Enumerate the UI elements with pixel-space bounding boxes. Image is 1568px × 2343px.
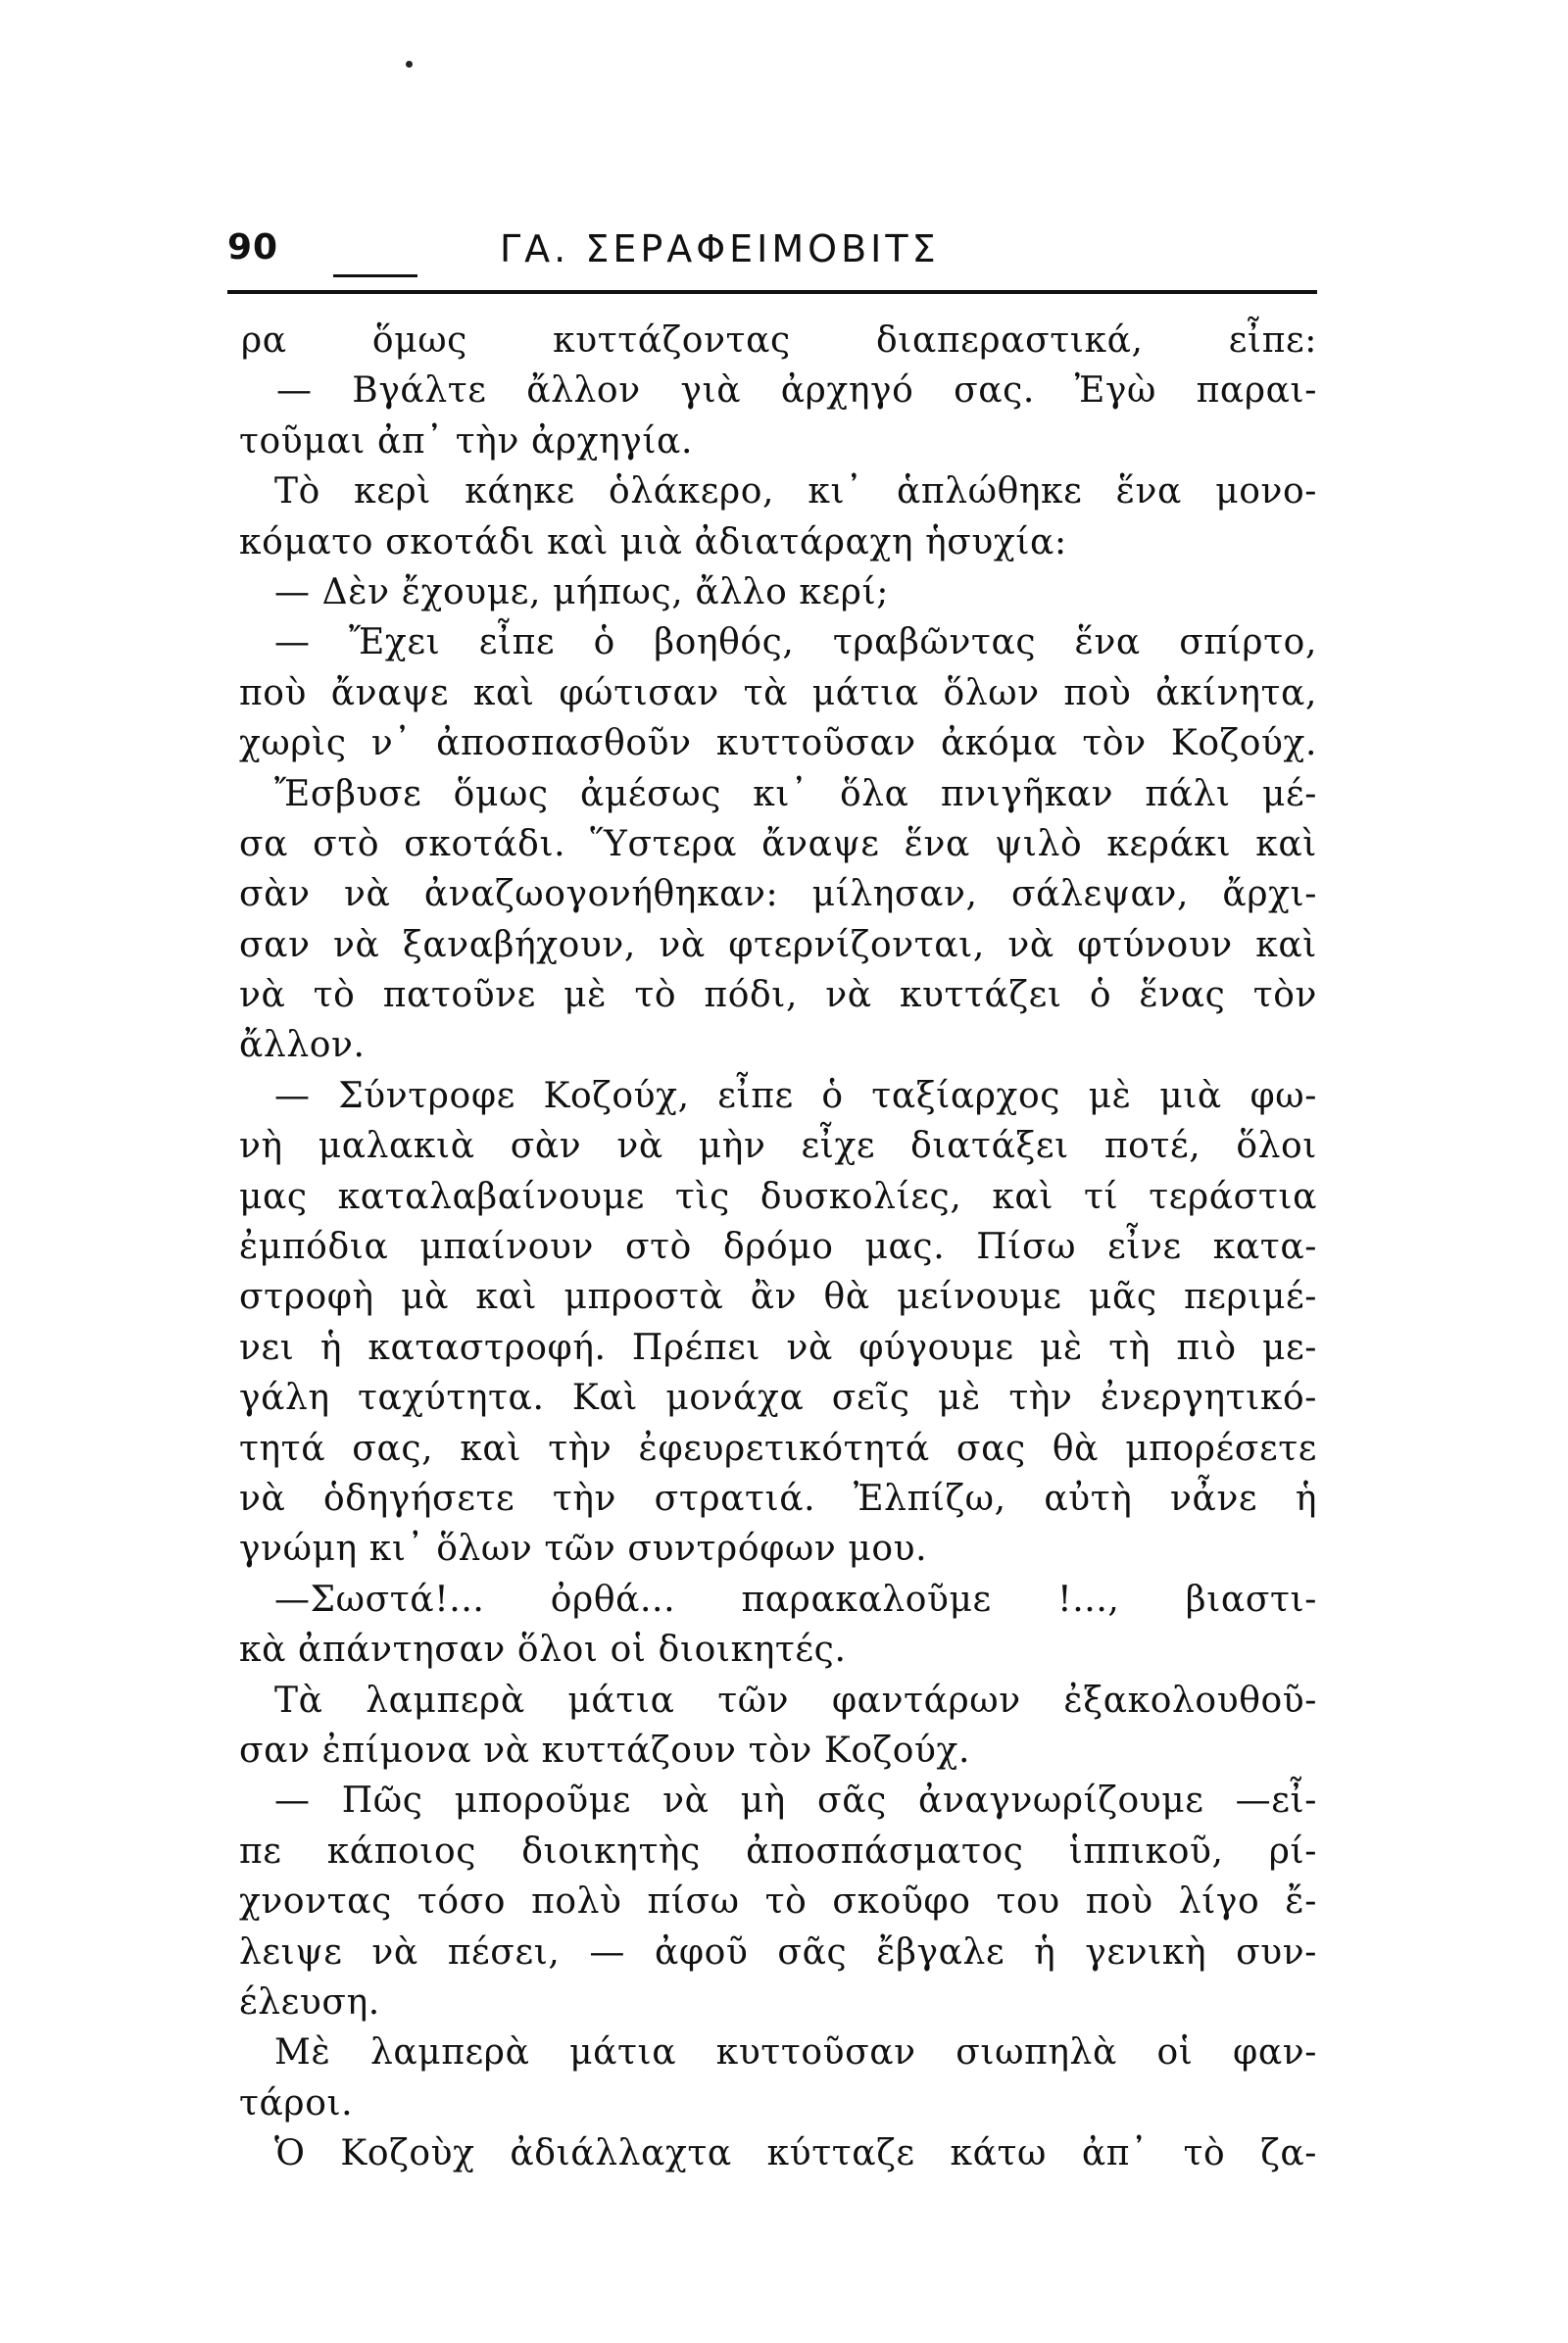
text-line: νει ἡ καταστροφή. Πρέπει νὰ φύγουμε μὲ τὴ πιὸ με- [239,1327,1317,1368]
text-line: σαν ἐπίμονα νὰ κυττάζουν τὸν Κοζούχ. [239,1730,970,1771]
text-line: κόματο σκοτάδι καὶ μιὰ ἀδιατάραχη ἡσυχία: [239,521,1067,562]
text-line: στροφὴ μὰ καὶ μπροστὰ ἂν θὰ μείνουμε μᾶς περιμέ- [239,1277,1317,1318]
text-line: γνώμη κι᾽ ὅλων τῶν συντρόφων μου. [239,1529,928,1570]
text-line: — Βγάλτε ἄλλον γιὰ ἀρχηγό σας. Ἐγὼ παραι- [276,370,1317,412]
text-line: ποὺ ἄναψε καὶ φώτισαν τὰ μάτια ὅλων ποὺ ἀκίνητα, [239,672,1317,713]
text-line: Ὁ Κοζοὺχ ἀδιάλλαχτα κύτταζε κάτω ἀπ᾽ τὸ ζα- [274,2133,1317,2174]
text-line: τοῦμαι ἀπ᾽ τὴν ἀρχηγία. [239,420,694,462]
text-line: νὴ μαλακιὰ σὰν νὰ μὴν εἶχε διατάξει ποτέ, ὅλοι [239,1126,1317,1167]
text-line: τητά σας, καὶ τὴν ἐφευρετικότητά σας θὰ μπορέσετε [239,1428,1317,1469]
text-line: Τὸ κερὶ κάηκε ὁλάκερο, κι᾽ ἁπλώθηκε ἕνα μονο- [274,471,1317,513]
page-number: 90 [227,227,279,268]
text-line: Ἔσβυσε ὅμως ἀμέσως κι᾽ ὅλα πνιγῆκαν πάλι μέ- [274,773,1317,814]
text-line: έλευση. [239,1981,380,2023]
text-line: χνοντας τόσο πολὺ πίσω τὸ σκοῦφο του ποὺ λίγο ἔ- [239,1881,1317,1923]
text-line: πε κάποιος διοικητὴς ἀποσπάσματος ἱππικοῦ, ρί- [239,1830,1317,1872]
text-line: σὰν νὰ ἀναζωογονήθηκαν: μίλησαν, σάλεψαν, ἄρχι- [239,874,1317,915]
text-line: ἐμπόδια μπαίνουν στὸ δρόμο μας. Πίσω εἶνε κατα- [239,1227,1317,1268]
body-text [239,316,1317,2178]
text-line: ρα ὅμως κυττάζοντας διαπεραστικά, εἶπε: [241,320,1317,361]
text-line: — Σύντροφε Κοζούχ, εἶπε ὁ ταξίαρχος μὲ μιὰ φω- [274,1075,1317,1116]
text-line: — Πῶς μποροῦμε νὰ μὴ σᾶς ἀναγνωρίζουμε —εἶ- [274,1781,1317,1822]
text-line: νὰ ὁδηγήσετε τὴν στρατιά. Ἐλπίζω, αὐτὴ νἆνε ἡ [239,1478,1317,1519]
text-line: σαν νὰ ξαναβήχουν, νὰ φτερνίζονται, νὰ φτύνουν καὶ [239,924,1317,965]
text-line: νὰ τὸ πατοῦνε μὲ τὸ πόδι, νὰ κυττάζει ὁ ἕνας τὸν [239,975,1317,1016]
text-line: τάροι. [239,2082,354,2123]
text-line: σα στὸ σκοτάδι. Ὕστερα ἄναψε ἕνα ψιλὸ κεράκι καὶ [239,823,1317,864]
header-rule [227,290,1317,294]
running-head: ΓΑ. ΣΕΡΑΦΕΙΜΟΒΙΤΣ [500,227,940,270]
text-line: Μὲ λαμπερὰ μάτια κυττοῦσαν σιωπηλὰ οἱ φαν- [274,2032,1317,2074]
text-line: γάλη ταχύτητα. Καὶ μονάχα σεῖς μὲ τὴν ἐνεργητικό- [239,1378,1317,1419]
page-header [227,227,1315,286]
text-line: χωρὶς ν᾽ ἀποσπασθοῦν κυττοῦσαν ἀκόμα τὸν Κοζούχ. [239,723,1317,764]
text-line: —Σωστά!... ὀρθά... παρακαλοῦμε !..., βιαστι- [274,1579,1317,1620]
text-line: Τὰ λαμπερὰ μάτια τῶν φαντάρων ἐξακολουθοῦ- [274,1680,1317,1721]
header-dash [333,274,417,277]
text-line: — Δὲν ἔχουμε, μήπως, ἄλλο κερί; [274,571,889,612]
text-line: ἄλλον. [239,1025,366,1066]
text-line: κὰ ἀπάντησαν ὅλοι οἱ διοικητές. [239,1630,847,1671]
text-line: λειψε νὰ πέσει, — ἀφοῦ σᾶς ἔβγαλε ἡ γενικὴ συν- [239,1931,1317,1973]
text-line: — Ἔχει εἶπε ὁ βοηθός, τραβῶντας ἕνα σπίρτο, [274,622,1317,663]
text-line: μας καταλαβαίνουμε τὶς δυσκολίες, καὶ τί τεράστια [239,1176,1317,1217]
print-speck [406,61,413,68]
